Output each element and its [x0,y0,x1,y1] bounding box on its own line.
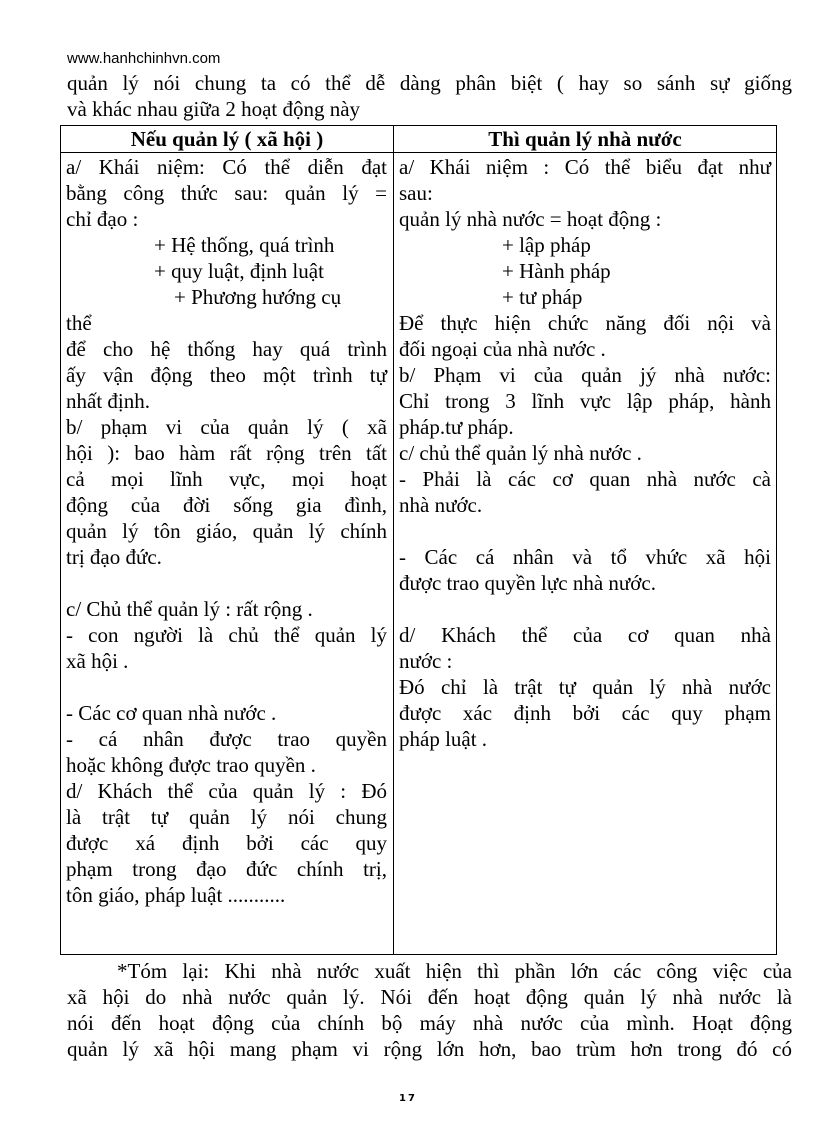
table-line: bằng công thức sau: quản lý = [66,181,387,205]
table-line: Đó chỉ là trật tự quản lý nhà nước [399,675,771,699]
table-line: - cá nhân được trao quyền [66,727,387,751]
table-line: d/ Khách thể của quản lý : Đó [66,779,387,803]
header-divider [61,152,776,153]
intro-paragraph [67,70,792,122]
table-line: d/ Khách thể của cơ quan nhà [399,623,771,647]
summary-line: *Tóm lại: Khi nhà nước xuất hiện thì phần lớn các công việc của [117,959,792,983]
table-line: + quy luật, định luật [154,259,324,283]
summary-paragraph [67,958,792,1062]
table-line: b/ Phạm vi của quản jý nhà nước: [399,363,771,387]
table-line: cả mọi lĩnh vực, mọi hoạt [66,467,387,491]
table-line: phạm trong đạo đức chính trị, [66,857,387,881]
table-blank-line [399,596,771,622]
table-line: - Các cơ quan nhà nước . [66,701,277,725]
table-line: nhà nước. [399,493,483,517]
table-line: - Các cá nhân và tổ vhức xã hội [399,545,771,569]
table-line: chỉ đạo : [66,207,139,231]
table-line: Chỉ trong 3 lĩnh vực lập pháp, hành [399,389,771,413]
page-number: 17 [399,1093,417,1104]
table-line: hoặc không được trao quyền . [66,753,316,777]
table-line: được trao quyền lực nhà nước. [399,571,656,595]
table-blank-line [66,570,387,596]
summary-line: quản lý xã hội mang phạm vi rộng lớn hơn, bao trùm hơn trong đó có [67,1037,792,1061]
table-line: trị đạo đức. [66,545,162,569]
table-line: xã hội . [66,649,129,673]
intro-line: quản lý nói chung ta có thể dễ dàng phân biệt ( hay so sánh sự giống [67,71,792,95]
table-line: hội ): bao hàm rất rộng trên tất [66,441,387,465]
table-line: thể [66,311,92,335]
table-line: tôn giáo, pháp luật ........... [66,883,286,907]
table-line: b/ phạm vi của quản lý ( xã [66,415,387,439]
table-line: - con người là chủ thể quản lý [66,623,387,647]
table-line: pháp.tư pháp. [399,415,514,439]
table-line: nước : [399,649,453,673]
table-line: + Hành pháp [502,259,611,283]
table-line: + Phương hướng cụ [174,285,342,309]
summary-line: xã hội do nhà nước quản lý. Nói đến hoạt động quản lý nhà nước là [67,985,792,1009]
table-line: động của đời sống gia đình, [66,493,387,517]
table-line: c/ Chủ thể quản lý : rất rộng . [66,597,313,621]
table-line: Để thực hiện chức năng đối nội và [399,311,771,335]
intro-line: và khác nhau giữa 2 hoạt động này [67,97,361,121]
table-line: + lập pháp [502,233,591,257]
table-line: - Phải là các cơ quan nhà nước cà [399,467,771,491]
summary-line: nói đến hoạt động của chính bộ máy nhà nước của mình. Hoạt động [67,1011,792,1035]
table-line: a/ Khái niệm: Có thể diễn đạt [66,155,387,179]
table-line: + Hệ thống, quá trình [154,233,335,257]
table-line: sau: [399,181,433,205]
table-line: pháp luật . [399,727,488,751]
table-line: là trật tự quản lý nói chung [66,805,387,829]
website-url: www.hanhchinhvn.com [67,50,221,67]
comparison-table [60,125,777,955]
table-line: để cho hệ thống hay quá trình [66,337,387,361]
table-blank-line [399,518,771,544]
table-line: quản lý tôn giáo, quản lý chính [66,519,387,543]
table-blank-line [66,674,387,700]
table-line: quản lý nhà nước = hoạt động : [399,207,662,231]
table-line: ấy vận động theo một trình tự [66,363,387,387]
table-line: được xác định bởi các quy phạm [399,701,771,725]
column-divider [393,126,394,954]
table-line: đối ngoại của nhà nước . [399,337,606,361]
left-column-header: Nếu quản lý ( xã hội ) [130,127,324,151]
table-line: a/ Khái niệm : Có thể biểu đạt như [399,155,771,179]
right-column-content [399,154,771,752]
table-line: nhất định. [66,389,150,413]
table-line: + tư pháp [502,285,583,309]
left-column-content [66,154,387,908]
right-column-header: Thì quản lý nhà nước [488,127,682,151]
table-line: c/ chủ thể quản lý nhà nước . [399,441,642,465]
table-line: được xá định bởi các quy [66,831,387,855]
